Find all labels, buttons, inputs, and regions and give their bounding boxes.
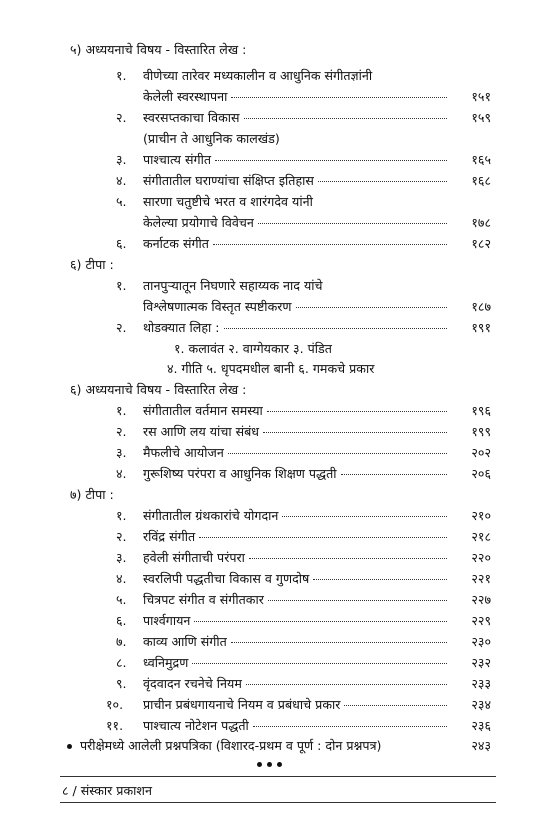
ornament-dot-icon xyxy=(257,762,262,767)
page-number: २३३ xyxy=(471,676,491,691)
leader-dots xyxy=(253,726,447,727)
entry-title: पाश्चात्य नोटेशन पद्धती xyxy=(143,718,249,733)
ornament-dot-icon xyxy=(267,762,272,767)
entry-title: प्राचीन प्रबंधगायनाचे नियम व प्रबंधाचे प्रकार xyxy=(143,697,341,712)
leader-dots xyxy=(228,453,447,454)
toc-entry[interactable] xyxy=(143,675,491,693)
toc-entry[interactable] xyxy=(143,423,491,441)
page-number: २३२ xyxy=(471,655,491,670)
page-number: १८७ xyxy=(471,299,491,314)
page-number: १६५ xyxy=(471,152,491,167)
page-number: २२० xyxy=(471,550,491,565)
section-heading: ६) अध्ययनाचे विषय - विस्तारित लेख : xyxy=(70,382,247,397)
leader-dots xyxy=(231,642,447,643)
entry-title-cont: केलेली स्वरस्थापना xyxy=(143,89,228,104)
toc-entry[interactable] xyxy=(143,172,491,190)
entry-number: ३. xyxy=(116,445,127,460)
page-number: २०२ xyxy=(471,445,491,460)
entry-title: स्वरलिपी पद्धतीचा विकास व गुणदोष xyxy=(143,571,310,586)
page-number: १९१ xyxy=(471,320,491,335)
entry-title: कर्नाटक संगीत xyxy=(143,236,209,251)
entry-title: परीक्षेमध्ये आलेली प्रश्नपत्रिका (विशारद-प्रथम व पूर्ण : दोन प्रश्नपत्र) xyxy=(80,738,382,753)
leader-dots xyxy=(341,474,447,475)
page-number: २३६ xyxy=(471,718,491,733)
page-number: १९९ xyxy=(471,424,491,439)
entry-title: हवेली संगीताची परंपरा xyxy=(143,550,245,565)
entry-number: ८. xyxy=(116,655,127,670)
toc-entry[interactable] xyxy=(143,235,491,253)
leader-dots xyxy=(194,621,447,622)
entry-number: १. xyxy=(116,68,127,83)
entry-number: १. xyxy=(116,508,127,523)
leader-dots xyxy=(231,97,447,98)
entry-title: ध्वनिमुद्रण xyxy=(143,655,189,670)
toc-entry[interactable] xyxy=(143,109,491,127)
toc-entry[interactable] xyxy=(80,737,491,755)
entry-number: १०. xyxy=(106,697,124,712)
entry-title: वीणेच्या तारेवर मध्यकालीन व आधुनिक संगीतज्ञांनी xyxy=(143,68,373,83)
leader-dots xyxy=(249,558,447,559)
toc-entry[interactable] xyxy=(143,319,491,337)
toc-entry[interactable] xyxy=(143,549,491,567)
ornament-dot-icon xyxy=(277,762,282,767)
toc-entry[interactable] xyxy=(143,465,491,483)
entry-number: ५. xyxy=(116,194,127,209)
sub-list-line: १. कलावंत २. वाग्गेयकार ३. पंडित xyxy=(174,341,332,356)
entry-title: तानपुऱ्यातून निघणारे सहाय्यक नाद यांचे xyxy=(143,278,323,293)
page-number: २२७ xyxy=(471,592,491,607)
toc-entry[interactable] xyxy=(143,444,491,462)
entry-title: काव्य आणि संगीत xyxy=(143,634,227,649)
entry-title: रविंद्र संगीत xyxy=(143,529,196,544)
leader-dots xyxy=(318,181,447,182)
entry-title: मैफलीचे आयोजन xyxy=(143,445,224,460)
page-number: २३४ xyxy=(471,697,491,712)
toc-entry[interactable] xyxy=(143,633,491,651)
entry-number: ४. xyxy=(116,571,127,586)
entry-number: ६. xyxy=(116,236,127,251)
entry-number: ३. xyxy=(116,550,127,565)
leader-dots xyxy=(213,244,447,245)
entry-number: ९. xyxy=(116,676,127,691)
entry-title: चित्रपट संगीत व संगीतकार xyxy=(143,592,264,607)
toc-entry[interactable] xyxy=(143,696,491,714)
leader-dots xyxy=(244,118,447,119)
toc-entry[interactable] xyxy=(143,214,491,232)
page-number: १५१ xyxy=(471,89,491,104)
leader-dots xyxy=(282,516,447,517)
toc-entry[interactable] xyxy=(143,528,491,546)
entry-title: स्वरसप्तकाचा विकास xyxy=(143,110,240,125)
entry-number: ७. xyxy=(116,634,127,649)
entry-title: रस आणि लय यांचा संबंध xyxy=(143,424,260,439)
leader-dots xyxy=(296,307,447,308)
entry-subtitle: (प्राचीन ते आधुनिक कालखंड) xyxy=(143,131,280,146)
toc-entry[interactable] xyxy=(143,570,491,588)
entry-number: ४. xyxy=(116,173,127,188)
entry-title: संगीतातील वर्तमान समस्या xyxy=(143,403,263,418)
section-heading: ७) टीपा : xyxy=(70,487,114,502)
toc-entry[interactable] xyxy=(143,151,491,169)
leader-dots xyxy=(246,684,447,685)
entry-title: गुरूशिष्य परंपरा व आधुनिक शिक्षण पद्धती xyxy=(143,466,337,481)
entry-title-cont: केलेल्या प्रयोगाचे विवेचन xyxy=(143,215,254,230)
page-number: १७८ xyxy=(471,215,491,230)
footer-rule xyxy=(60,776,496,777)
toc-entry[interactable] xyxy=(143,402,491,420)
entry-number: २. xyxy=(116,529,127,544)
leader-dots xyxy=(263,432,447,433)
toc-entry[interactable] xyxy=(143,717,491,735)
leader-dots xyxy=(267,411,447,412)
leader-dots xyxy=(199,537,447,538)
toc-entry[interactable] xyxy=(143,507,491,525)
page-number: २२९ xyxy=(471,613,491,628)
leader-dots xyxy=(192,663,447,664)
entry-number: १. xyxy=(116,278,127,293)
leader-dots xyxy=(215,160,447,161)
entry-number: ३. xyxy=(116,152,127,167)
entry-number: ६. xyxy=(116,613,127,628)
leader-dots xyxy=(268,600,447,601)
toc-entry[interactable] xyxy=(143,88,491,106)
entry-title: पाश्चात्य संगीत xyxy=(143,152,212,167)
page-number: १८२ xyxy=(471,236,491,251)
toc-entry[interactable] xyxy=(143,298,491,316)
entry-title: सारणा चतुष्टीचे भरत व शारंगदेव यांनी xyxy=(143,194,313,209)
entry-number: २. xyxy=(116,424,127,439)
page-number: २३० xyxy=(471,634,491,649)
leader-dots xyxy=(313,579,447,580)
leader-dots xyxy=(344,705,447,706)
entry-title: थोडक्यात लिहा : xyxy=(143,320,220,335)
entry-number: २. xyxy=(116,110,127,125)
page-number: २१० xyxy=(471,508,491,523)
leader-dots xyxy=(258,223,447,224)
entry-title: वृंदवादन रचनेचे नियम xyxy=(143,676,242,691)
entry-title: संगीतातील ग्रंथकारांचे योगदान xyxy=(143,508,279,523)
entry-number: ५. xyxy=(116,592,127,607)
toc-entry[interactable] xyxy=(143,654,491,672)
footer-text: ८ / संस्कार प्रकाशन xyxy=(62,783,152,798)
page-number: १९६ xyxy=(471,403,491,418)
page-number: २१८ xyxy=(471,529,491,544)
toc-entry[interactable] xyxy=(143,591,491,609)
footer-rule xyxy=(60,802,496,803)
page-number: २०६ xyxy=(471,466,491,481)
page-number: १५९ xyxy=(471,110,491,125)
entry-title: संगीतातील घराण्यांचा संक्षिप्त इतिहास xyxy=(143,173,314,188)
entry-number: ११. xyxy=(106,718,124,733)
bullet-icon xyxy=(67,744,72,749)
sub-list-line: ४. गीति ५. धृपदमधील बानी ६. गमकचे प्रकार xyxy=(167,361,375,376)
page-number: १६८ xyxy=(471,173,491,188)
section-heading: ६) टीपा : xyxy=(70,257,114,272)
entry-number: १. xyxy=(116,403,127,418)
leader-dots xyxy=(224,328,447,329)
page-number: २२१ xyxy=(471,571,491,586)
entry-number: २. xyxy=(116,320,127,335)
entry-title-cont: विश्लेषणात्मक विस्तृत स्पष्टीकरण xyxy=(143,299,292,314)
entry-number: ४. xyxy=(116,466,127,481)
page-number: २४३ xyxy=(471,738,491,753)
toc-entry[interactable] xyxy=(143,612,491,630)
entry-title: पार्श्वगायन xyxy=(143,613,191,628)
section-heading: ५) अध्ययनाचे विषय - विस्तारित लेख : xyxy=(70,42,247,57)
